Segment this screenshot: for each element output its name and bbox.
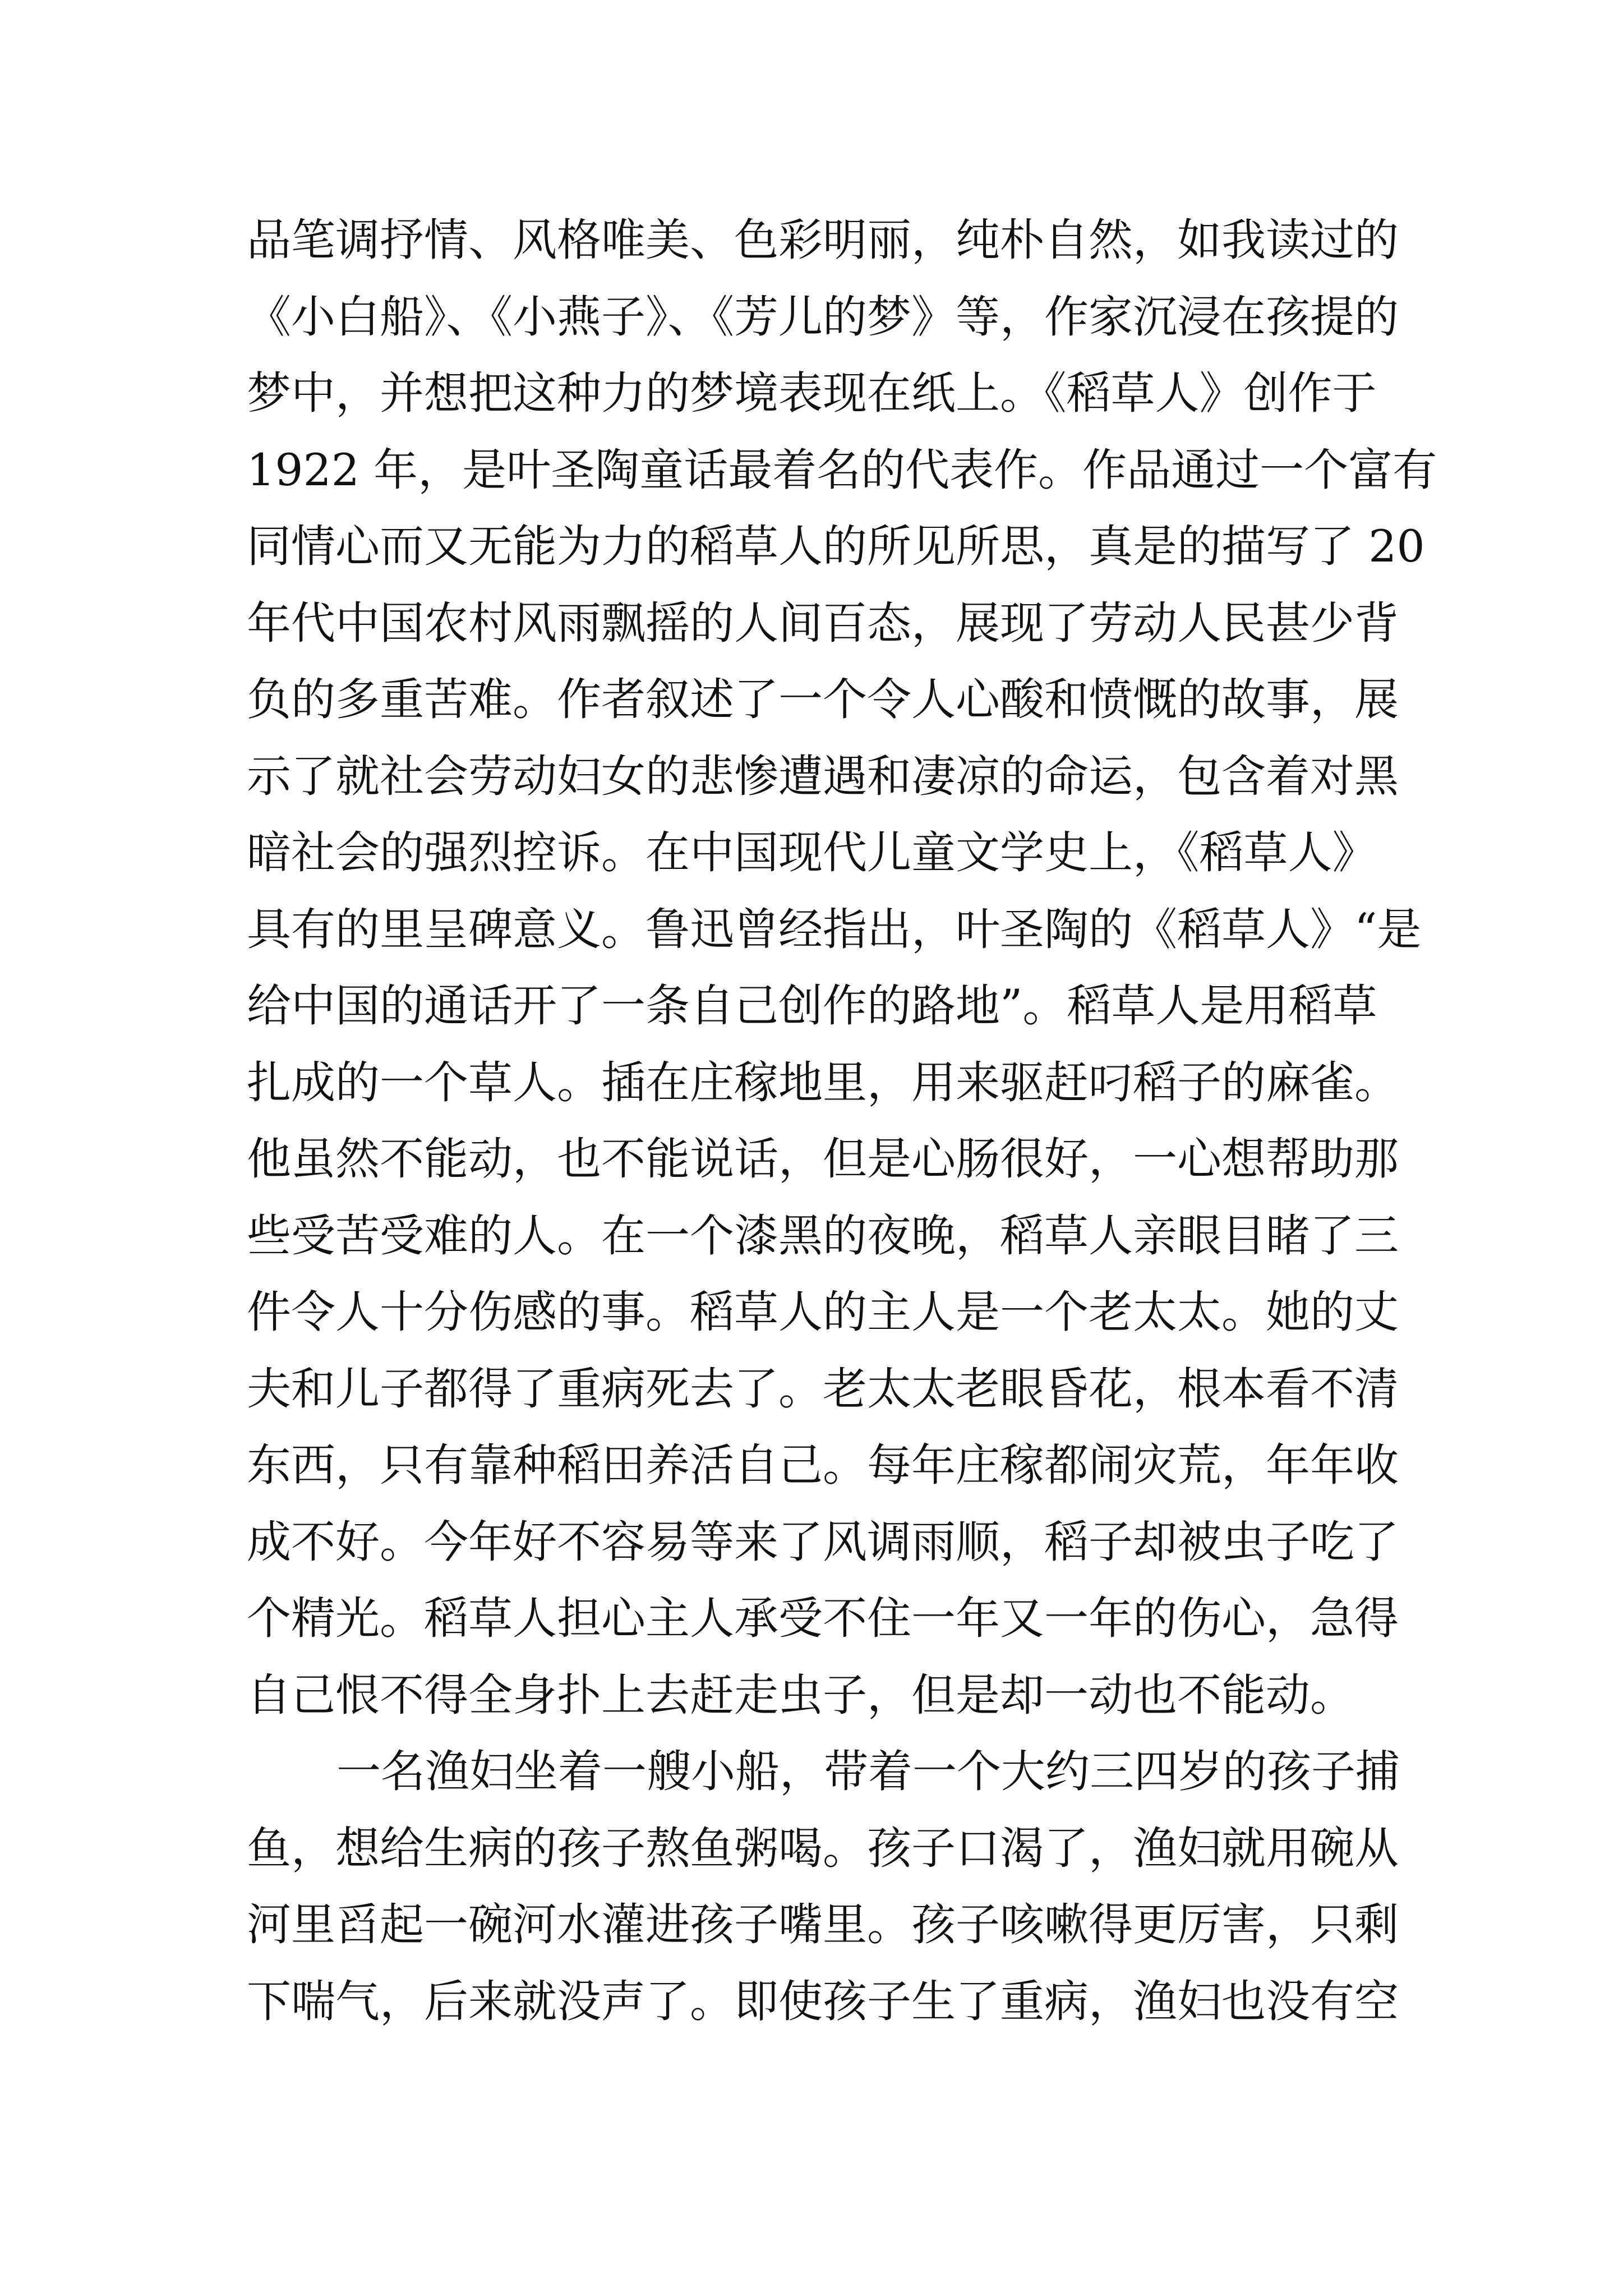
text-line: 年代中国农村风雨飘摇的人间百态，展现了劳动人民甚少背 [247,597,1399,649]
text-line: 示了就社会劳动妇女的悲惨遭遇和凄凉的命运，包含着对黑 [247,750,1399,802]
paragraph-2 [247,1733,1400,2040]
text-line: 夫和儿子都得了重病死去了。老太太老眼昏花，根本看不清 [247,1363,1399,1415]
text-line: 成不好。今年好不容易等来了风调雨顺，稻子却被虫子吃了 [247,1516,1399,1568]
text-line: 梦中，并想把这种力的梦境表现在纸上。《稻草人》创作于 [247,367,1377,419]
text-line: 品笔调抒情、风格唯美、色彩明丽，纯朴自然，如我读过的 [247,214,1399,266]
paragraph-1 [247,202,1437,1733]
text-line: 件令人十分伤感的事。稻草人的主人是一个老太太。她的丈 [247,1286,1399,1338]
text-line: 个精光。稻草人担心主人承受不住一年又一年的伤心，急得 [247,1593,1399,1644]
text-line: 些受苦受难的人。在一个漆黑的夜晚，稻草人亲眼目睹了三 [247,1209,1399,1262]
text-line: 河里舀起一碗河水灌进孩子嘴里。孩子咳嗽得更厉害，只剩 [247,1899,1399,1950]
text-line: 下喘气，后来就没声了。即使孩子生了重病，渔妇也没有空 [247,1975,1399,2027]
text-line: 具有的里呈碑意义。鲁迅曾经指出，叶圣陶的《稻草人》“是 [247,903,1422,955]
body-text [247,202,1437,2040]
text-line: 给中国的通话开了一条自己创作的路地”。稻草人是用稻草 [247,980,1377,1032]
text-line: 一名渔妇坐着一艘小船，带着一个大约三四岁的孩子捕 [336,1746,1400,1797]
text-line: 扎成的一个草人。插在庄稼地里，用来驱赶叼稻子的麻雀。 [247,1056,1399,1108]
text-line: 1922 年，是叶圣陶童话最着名的代表作。作品通过一个富有 [247,444,1437,496]
text-line: 自己恨不得全身扑上去赶走虫子，但是却一动也不能动。 [247,1669,1354,1721]
text-line: 他虽然不能动，也不能说话，但是心肠很好，一心想帮助那 [247,1133,1399,1185]
text-line: 负的多重苦难。作者叙述了一个令人心酸和愤慨的故事，展 [247,674,1399,725]
text-line: 暗社会的强烈控诉。在中国现代儿童文学史上，《稻草人》 [247,827,1377,878]
text-line: 东西，只有靠种稻田养活自己。每年庄稼都闹灾荒，年年收 [247,1439,1399,1491]
text-line: 鱼，想给生病的孩子熬鱼粥喝。孩子口渴了，渔妇就用碗从 [247,1822,1399,1874]
text-line: 《小白船》、《小燕子》、《芳儿的梦》等，作家沉浸在孩提的 [247,291,1399,343]
text-line: 同情心而又无能为力的稻草人的所见所思，真是的描写了 20 [247,521,1425,572]
